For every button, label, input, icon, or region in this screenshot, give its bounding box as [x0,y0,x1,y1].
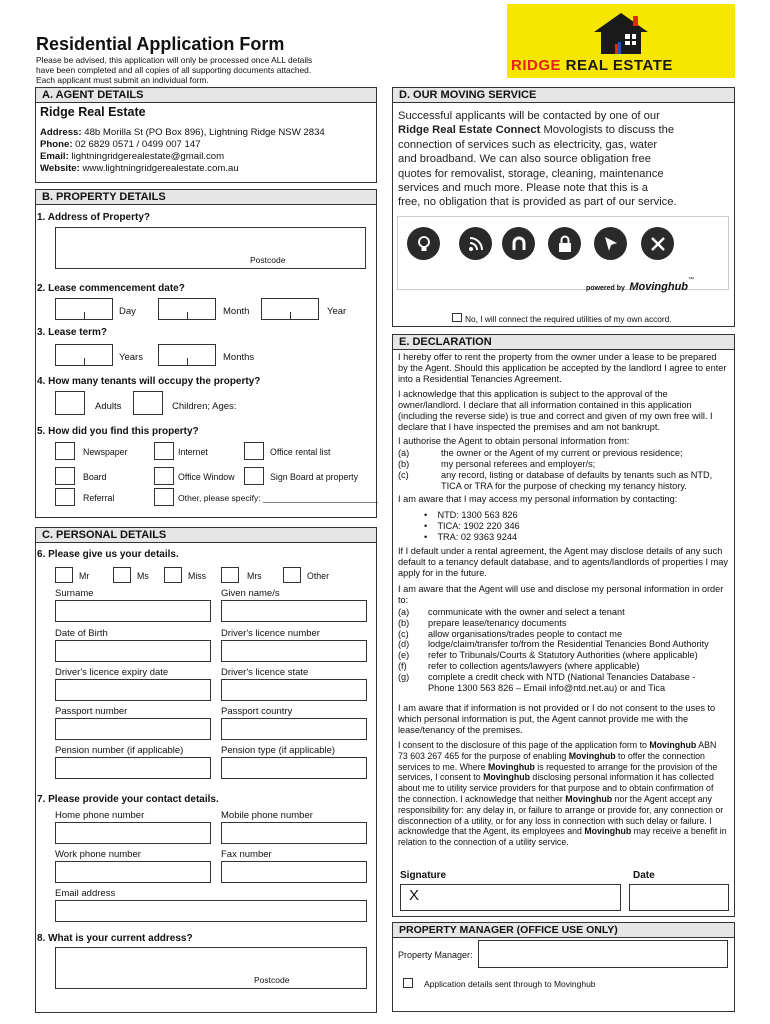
given-name-input[interactable] [221,600,367,622]
personal-details-heading: C. PERSONAL DETAILS [35,527,377,543]
title-ms-label: Ms [137,571,149,581]
board-checkbox[interactable] [55,467,75,485]
sign-board-checkbox[interactable] [244,467,264,485]
declaration-para-5: If I default under a rental agreement, the Agent may disclose details of any such default to a tenancy default database, and to agents/landlords of properties I may apply for in the future. [398,546,728,578]
intro-line-1: Please be advised, this application will only be processed once ALL details [36,55,313,65]
question-2: 2. Lease commencement date? [37,283,185,294]
agent-phone: Phone: 02 6829 0571 / 0499 007 147 [40,139,201,150]
passport-country-input[interactable] [221,718,367,740]
home-phone-input[interactable] [55,822,211,844]
intro-line-2: have been completed and all copies of all supporting documents attached. [36,65,312,75]
day-label: Day [119,306,136,317]
adults-input[interactable] [55,391,85,415]
question-6: 6. Please give us your details. [37,549,179,560]
declaration-para-8: I consent to the disclosure of this page of the application form to Movinghub ABN 73 603 267 465 for the purpose of enabling Movinghub to offer the connection services to me. Where Movinghub is requested to arrange for the provision of the services, I consent to Movinghub disclosing personal information it has collected about me to utility service providers for that purpose and to obtain confirmation of the connection. I acknowledge that neither Movinghub nor the Agent accept any responsibility for: any delay in, or failure to arrange or provide for, any connection or disconnection of a utility, or for any loss in connection with such delay or failure. I acknowledge that the Agent, its employees and Movinghub may receive a benefit in relation to the connection of a utility service. [398,740,727,848]
magnet-icon [502,227,535,260]
office-use-heading: PROPERTY MANAGER (OFFICE USE ONLY) [392,922,735,938]
question-7: 7. Please provide your contact details. [37,794,219,805]
signature-label: Signature [400,870,447,881]
broadband-icon [459,227,492,260]
date-input[interactable] [629,884,729,911]
declaration-para-4: I am aware that I may access my personal information by contacting: [398,494,678,504]
question-4: 4. How many tenants will occupy the property? [37,376,261,387]
pension-number-input[interactable] [55,757,211,779]
sign-board-label: Sign Board at property [270,472,359,482]
declaration-para-7: I am aware that if information is not provided or I do not consent to the uses to which personal information is put, the Agent cannot provide me with the lease/tenancy of the premises. [398,703,716,735]
title-miss-label: Miss [188,571,207,581]
sent-to-movinghub-label: Application details sent through to Movinghub [424,979,596,989]
work-phone-label: Work phone number [55,849,141,860]
children-label: Children; Ages: [172,401,237,412]
other-source-label: Other, please specify: ________________________ [178,493,378,503]
question-8: 8. What is your current address? [37,933,193,944]
board-label: Board [83,472,107,482]
internet-checkbox[interactable] [154,442,174,460]
agent-email: Email: lightningridgerealestate@gmail.com [40,151,225,162]
children-input[interactable] [133,391,163,415]
property-manager-input[interactable] [478,940,728,968]
office-window-label: Office Window [178,472,235,482]
current-postcode-label: Postcode [254,975,290,985]
newspaper-label: Newspaper [83,447,128,457]
month-label: Month [223,306,250,317]
contact-bullets: • NTD: 1300 563 826 • TICA: 1902 220 346 • TRA: 02 9363 9244 [424,510,520,542]
title-other-label: Other [307,571,330,581]
declaration-para-3: I authorise the Agent to obtain personal information from: [398,436,630,446]
authorise-list: (a) the owner or the Agent of my current or previous residence; (b) my personal referees and employer/s; (c) any record, listing or database of defaults by tenants such as NTD, TICA or TRA for the purpose of checking my tenancy history. [398,448,713,491]
home-phone-label: Home phone number [55,810,145,821]
moving-service-text: Successful applicants will be contacted by one of our Ridge Real Estate Connect Movologists to discuss the connection of services such as electricity, gas, water and broadband. We can also source obligation free quotes for removalist, storage, cleaning, maintenance services and much more. Please note that this is a free, no obligation that is provided as part of our service. [398,110,677,209]
dob-input[interactable] [55,640,211,662]
agent-details-heading: A. AGENT DETAILS [35,87,377,103]
work-phone-input[interactable] [55,861,211,883]
movinghub-brand: powered by Movinghub™ [586,277,695,293]
optout-label: No, I will connect the required utilities of my own accord. [465,314,672,324]
title-mrs-checkbox[interactable] [221,567,239,583]
internet-label: Internet [178,447,208,457]
licence-number-label: Driver's licence number [221,628,320,639]
property-details-heading: B. PROPERTY DETAILS [35,189,377,205]
title-mr-checkbox[interactable] [55,567,73,583]
pension-number-label: Pension number (if applicable) [55,745,184,756]
title-ms-checkbox[interactable] [113,567,131,583]
question-5: 5. How did you find this property? [37,426,199,437]
licence-state-label: Driver's licence state [221,667,309,678]
newspaper-checkbox[interactable] [55,442,75,460]
property-address-input[interactable] [55,227,366,269]
title-mrs-label: Mrs [247,571,262,581]
referral-checkbox[interactable] [55,488,75,506]
date-label: Date [633,870,655,881]
surname-label: Surname [55,588,94,599]
pension-type-label: Pension type (if applicable) [221,745,336,756]
licence-expiry-input[interactable] [55,679,211,701]
licence-state-input[interactable] [221,679,367,701]
referral-label: Referral [83,493,115,503]
cursor-icon [594,227,627,260]
lock-icon [548,227,581,260]
passport-country-label: Passport country [221,706,293,717]
months-label: Months [223,352,255,363]
signature-input[interactable] [400,884,621,911]
pension-type-input[interactable] [221,757,367,779]
current-address-input[interactable] [55,947,367,989]
signature-x-mark: X [409,887,420,904]
given-name-label: Given name/s [221,588,280,599]
email-label: Email address [55,888,116,899]
agent-address: Address: 48b Morilla St (PO Box 896), Lightning Ridge NSW 2834 [40,127,325,138]
agent-name: Ridge Real Estate [40,105,146,119]
question-3: 3. Lease term? [37,327,108,338]
page-title: Residential Application Form [36,34,285,54]
passport-number-label: Passport number [55,706,128,717]
tools-icon [641,227,674,260]
lightbulb-icon [407,227,440,260]
declaration-heading: E. DECLARATION [392,334,735,350]
dob-label: Date of Birth [55,628,108,639]
mobile-phone-label: Mobile phone number [221,810,313,821]
other-source-checkbox[interactable] [154,488,174,506]
adults-label: Adults [95,401,122,412]
property-manager-label: Property Manager: [398,950,473,960]
office-rental-checkbox[interactable] [244,442,264,460]
sent-to-movinghub-checkbox[interactable] [403,978,413,988]
fax-label: Fax number [221,849,272,860]
use-list: (a) communicate with the owner and select a tenant (b) prepare lease/tenancy documents (c) allow organisations/trades people to contact me (d) lodge/claim/transfer to/from the Residential Tenancies Bond Authority (e) refer to Tribunals/Courts & Statutory Authorities (where applicable) (f) refer to collection agents/lawyers (where applicable) (g) complete a credit check with NTD (National Tenancies Database - Phone 1300 563 826 – Email info@ntd.net.au) or and Tica [398,607,709,693]
declaration-para-6: I am aware that the Agent will use and disclose my personal information in order to: [398,584,724,605]
declaration-para-2: I acknowledge that this application is subject to the approval of the owner/landlord. I declare that all information contained in this application (including the reverse side) is true and correct and given of my own free will. I declare that I have inspected the premises and am not bankrupt. [398,389,713,432]
logo-wordmark: RIDGE REAL ESTATE [511,57,673,74]
title-miss-checkbox[interactable] [164,567,182,583]
optout-checkbox[interactable] [452,313,462,322]
office-rental-label: Office rental list [270,447,331,457]
moving-service-heading: D. OUR MOVING SERVICE [392,87,735,103]
passport-number-input[interactable] [55,718,211,740]
company-logo [507,4,735,78]
intro-line-3: Each applicant must submit an individual form. [36,75,209,85]
declaration-para-1: I hereby offer to rent the property from the owner under a lease to be prepared by the Agent. Should this application be accepted by the landlord I agree to enter into a Residential Tenancies Agreement. [398,352,727,384]
postcode-label: Postcode [250,255,286,265]
question-1: 1. Address of Property? [37,212,150,223]
fax-input[interactable] [221,861,367,883]
email-input[interactable] [55,900,367,922]
years-label: Years [119,352,143,363]
mobile-phone-input[interactable] [221,822,367,844]
licence-expiry-label: Driver's licence expiry date [55,667,169,678]
office-window-checkbox[interactable] [154,467,174,485]
year-label: Year [327,306,347,317]
licence-number-input[interactable] [221,640,367,662]
surname-input[interactable] [55,600,211,622]
agent-website: Website: www.lightningridgerealestate.com.au [40,163,239,174]
title-other-checkbox[interactable] [283,567,301,583]
title-mr-label: Mr [79,571,90,581]
